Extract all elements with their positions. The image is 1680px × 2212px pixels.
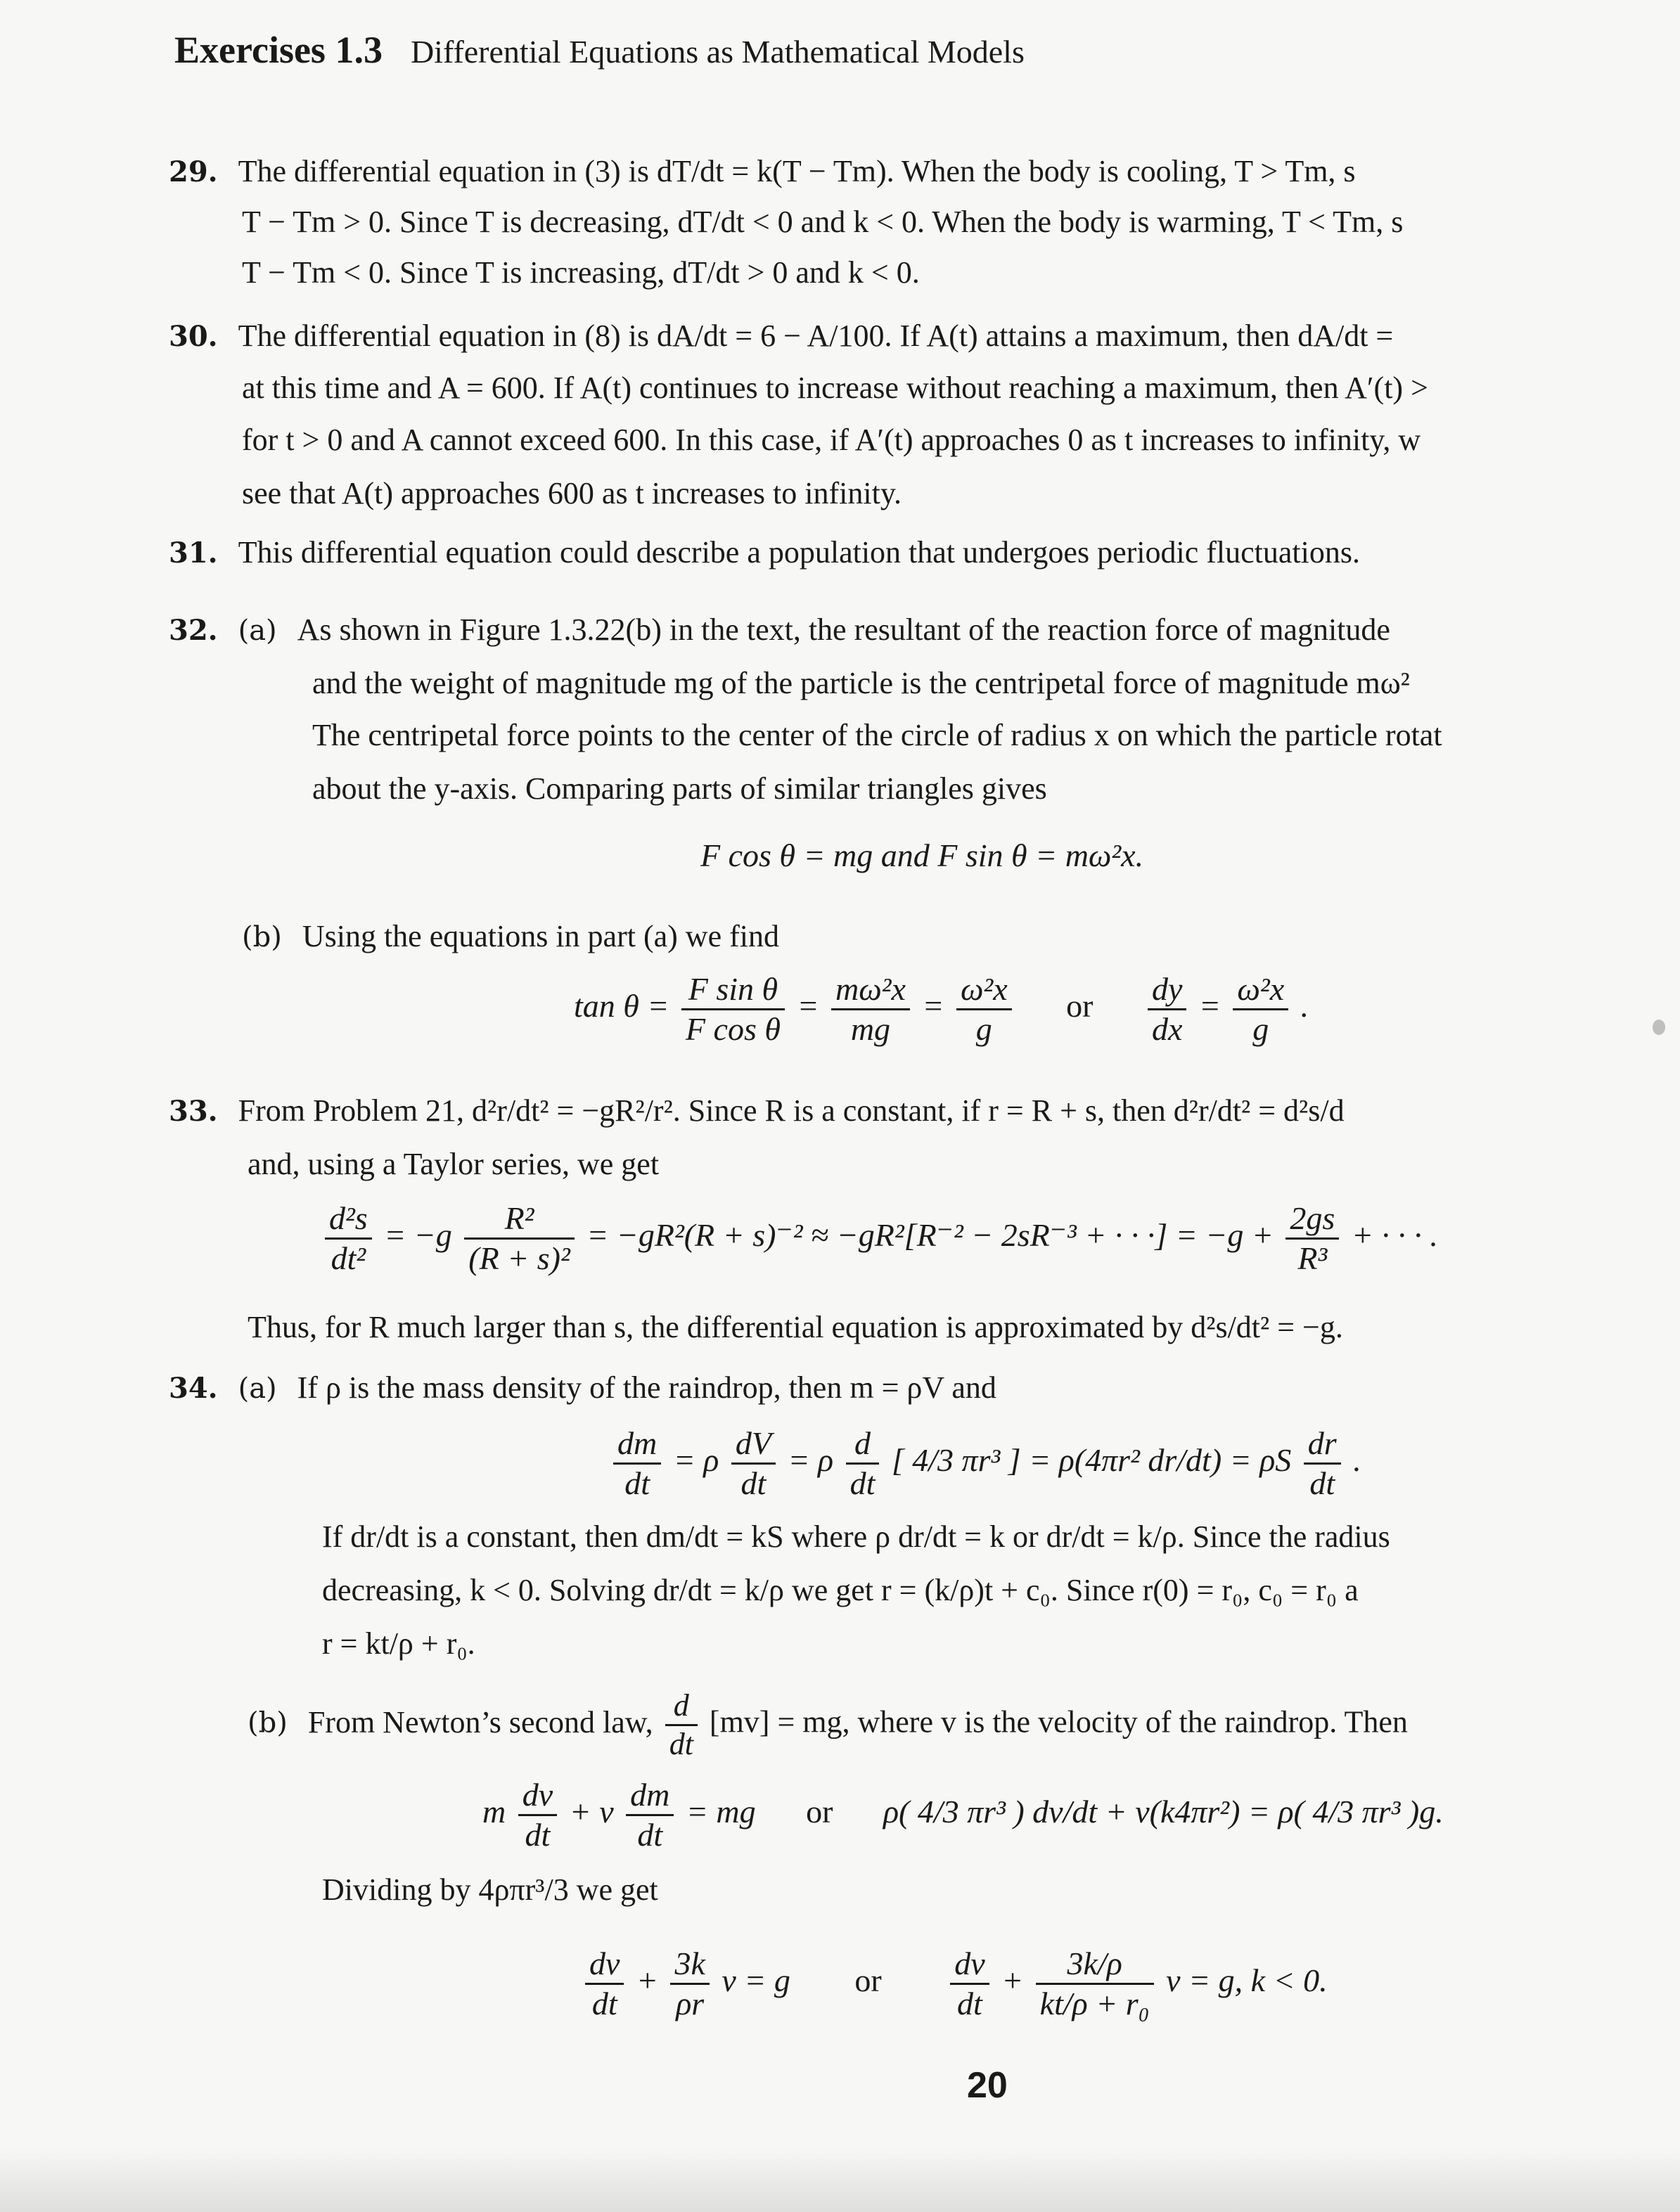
fraction: $\frac{dV}{dt}$ xyxy=(731,1427,776,1500)
eq-part: = ρ xyxy=(673,1442,719,1479)
fraction: $\frac{\text{d²s}}{\text{dt²}}$ xyxy=(325,1202,372,1275)
problem-32-equation-2: tan θ = $\frac{\text{F sin θ}}{\text{F cos θ}}$ = $\frac{\text{mω²x}}{mg}$ = $\frac{\text{ω²x}}{g}$ or $\frac{dy}{dx}$ = $\frac{\text{ω²x}}{g}$ . xyxy=(574,971,1309,1047)
problem-text: The differential equation in (8) is dA/dt = 6 − A/100. If A(t) attains a maximum, then dA/dt = xyxy=(238,319,1394,353)
eq-part: = −g xyxy=(384,1217,452,1254)
problem-30-line-3: for t > 0 and A cannot exceed 600. In this case, if A′(t) approaches 0 as t increases to infinity, w xyxy=(242,423,1421,457)
problem-32-line-2: and the weight of magnitude mg of the particle is the centripetal force of magnitude mω² xyxy=(312,666,1410,700)
problem-text: As shown in Figure 1.3.22(b) in the text, the resultant of the reaction force of magnitude xyxy=(297,612,1390,647)
page-bottom-shadow xyxy=(0,2149,1680,2212)
page-header xyxy=(174,28,1025,72)
problem-29-line-1 xyxy=(169,156,1356,187)
problem-29-line-3: T − Tm < 0. Since T is increasing, dT/dt > 0 and k < 0. xyxy=(242,255,920,290)
fraction: $\frac{\text{mω²x}}{mg}$ xyxy=(831,973,910,1046)
eq-part: = ρ xyxy=(788,1442,834,1479)
problem-32-equation-1: F cos θ = mg and F sin θ = mω²x. xyxy=(700,837,1144,873)
fraction: $\frac{2gs}{\text{R³}}$ xyxy=(1285,1202,1339,1275)
problem-34-line-1 xyxy=(169,1372,996,1403)
problem-text: This differential equation could describe a population that undergoes periodic fluctuations. xyxy=(238,535,1360,570)
fraction: $\frac{3k}{\rho r}$ xyxy=(670,1948,709,2020)
problem-34-equation-1 xyxy=(609,1427,1361,1500)
problem-text: If ρ is the mass density of the raindrop, then m = ρV and xyxy=(297,1370,996,1405)
section-title: Exercises 1.3 xyxy=(174,29,383,71)
eq-part: v = g xyxy=(722,1962,790,1999)
problem-number: 34. xyxy=(169,1372,218,1405)
fraction: $\frac{\text{R²}}{\text{(R + s)²}}$ xyxy=(464,1202,574,1275)
fraction: $\frac{dv}{dt}$ xyxy=(518,1779,557,1851)
problem-33-line-1 xyxy=(169,1095,1345,1126)
problem-text: From Newton’s second law, xyxy=(307,1704,653,1740)
part-label: (b) xyxy=(242,921,282,953)
eq-part: + v xyxy=(569,1794,614,1830)
problem-number: 33. xyxy=(169,1095,218,1128)
fraction: $\frac{dv}{dt}$ xyxy=(950,1948,989,2020)
eq-part: + xyxy=(636,1962,658,1999)
eq-part: . xyxy=(1353,1442,1361,1479)
eq-or: or xyxy=(806,1794,833,1830)
fraction: $\frac{dr}{dt}$ xyxy=(1304,1427,1341,1500)
problem-text: From Problem 21, d²r/dt² = −gR²/r². Since R is a constant, if r = R + s, then d²r/dt² = d²s/d xyxy=(238,1093,1345,1128)
section-subtitle: Differential Equations as Mathematical Models xyxy=(410,34,1025,70)
fraction: $\frac{\text{F sin θ}}{\text{F cos θ}}$ xyxy=(681,973,785,1046)
problem-number: 32. xyxy=(169,614,218,647)
eq-part: + · · · . xyxy=(1351,1217,1438,1254)
problem-text: The differential equation in (3) is dT/dt = k(T − Tm). When the body is cooling, T > Tm, s xyxy=(238,154,1356,188)
eq-part: v = g, k < 0. xyxy=(1166,1962,1328,1999)
problem-34-equation-2 xyxy=(482,1779,1444,1851)
fraction: $\frac{3k/\rho}{\text{kt/ρ + r₀}}$ xyxy=(1036,1948,1154,2020)
problem-34-line-2: If dr/dt is a constant, then dm/dt = kS where ρ dr/dt = k or dr/dt = k/ρ. Since the radius xyxy=(322,1519,1390,1554)
problem-31-line-1 xyxy=(169,537,1360,568)
problem-32-line-1 xyxy=(169,612,1390,647)
problem-text: Using the equations in part (a) we find xyxy=(302,919,779,953)
problem-text: [mv] = mg, where v is the velocity of the raindrop. Then xyxy=(709,1704,1408,1740)
page-number: 20 xyxy=(967,2065,1008,2106)
scan-speck xyxy=(1653,1020,1665,1035)
problem-33-equation xyxy=(321,1202,1438,1275)
problem-34-line-4: r = kt/ρ + r₀. xyxy=(322,1626,475,1661)
eq-part: = mg xyxy=(686,1794,756,1830)
eq-part: = −gR²(R + s)⁻² ≈ −gR²[R⁻² − 2sR⁻³ + · · ·] = −g + xyxy=(586,1217,1274,1254)
part-label: (a) xyxy=(238,1372,277,1405)
problem-30-line-1 xyxy=(169,321,1393,352)
eq-part: + xyxy=(1001,1962,1024,1999)
eq-lhs: tan θ = xyxy=(574,988,669,1024)
problem-number: 29. xyxy=(169,155,218,188)
fraction: $\frac{\text{ω²x}}{g}$ xyxy=(956,973,1012,1046)
eq-part: ρ( 4/3 πr³ ) dv/dt + v(k4πr²) = ρ( 4/3 πr³ )g. xyxy=(883,1794,1444,1830)
fraction: $\frac{dm}{dt}$ xyxy=(626,1779,674,1851)
problem-29-line-2: T − Tm > 0. Since T is decreasing, dT/dt < 0 and k < 0. When the body is warming, T < Tm, s xyxy=(242,205,1404,239)
eq-or: or xyxy=(854,1962,882,1999)
problem-number: 31. xyxy=(169,536,218,570)
part-label: (a) xyxy=(238,615,277,647)
problem-34-part-b-line xyxy=(248,1690,1408,1760)
fraction: $\frac{\text{ω²x}}{g}$ xyxy=(1233,973,1288,1046)
fraction: $\frac{dy}{dx}$ xyxy=(1148,973,1186,1046)
problem-32-line-4: about the y-axis. Comparing parts of similar triangles gives xyxy=(312,771,1047,806)
problem-number: 30. xyxy=(169,320,218,353)
problem-34-line-6: Dividing by 4ρπr³/3 we get xyxy=(322,1872,658,1907)
problem-32-line-3: The centripetal force points to the center of the circle of radius x on which the particle rotat xyxy=(312,718,1442,752)
fraction: $\frac{dv}{dt}$ xyxy=(585,1948,624,2020)
problem-33-line-3: Thus, for R much larger than s, the differential equation is approximated by d²s/dt² = −g. xyxy=(248,1310,1343,1344)
problem-30-line-2: at this time and A = 600. If A(t) continues to increase without reaching a maximum, then A′(t) > xyxy=(242,371,1428,405)
fraction: $\frac{d}{dt}$ xyxy=(846,1427,880,1500)
eq-part: [ 4/3 πr³ ] = ρ(4πr² dr/dt) = ρS xyxy=(891,1442,1292,1479)
part-label: (b) xyxy=(248,1706,288,1740)
problem-33-line-2: and, using a Taylor series, we get xyxy=(248,1147,660,1181)
fraction: $\frac{d}{dt}$ xyxy=(665,1690,698,1760)
eq-or: or xyxy=(1066,988,1094,1024)
problem-34-line-3: decreasing, k < 0. Solving dr/dt = k/ρ we get r = (k/ρ)t + c₀. Since r(0) = r₀, c₀ = r₀ a xyxy=(322,1573,1359,1607)
fraction: $\frac{dm}{dt}$ xyxy=(613,1427,661,1500)
problem-32-part-b-line xyxy=(242,921,779,952)
eq-part: m xyxy=(482,1794,506,1830)
problem-30-line-4: see that A(t) approaches 600 as t increases to infinity. xyxy=(242,476,902,510)
problem-34-equation-3 xyxy=(581,1948,1328,2020)
